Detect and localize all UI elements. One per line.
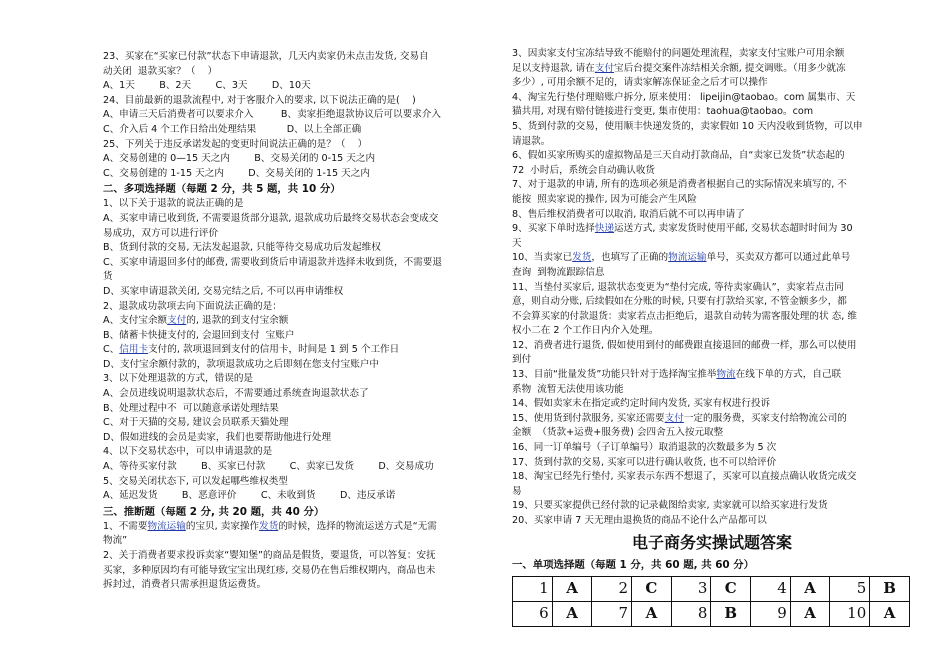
section-heading-judgement: 三、推断题（每题 2 分, 共 20 题，共 40 分）	[103, 505, 325, 518]
option-text: C、	[103, 344, 120, 356]
question-stem: 3、以下处理退款的方式，错误的是	[103, 373, 254, 385]
question-line: 易	[512, 485, 522, 497]
question-number: 9	[751, 601, 791, 626]
hyperlink-fahuo[interactable]: 发货	[259, 520, 279, 532]
question-stem: 24、目前最新的退款流程中, 对于客服介入的要求, 以下说法正确的是( )	[103, 94, 416, 106]
question-line: 买家，多种原因均有可能导致宝宝出现红疹, 交易仍在售后维权期内，商品也未	[103, 564, 436, 576]
judge-question-8: 8、售后维权消费者可以取消, 取消后就不可以再申请了	[512, 208, 745, 220]
question-stem: 1、以下关于退款的说法正确的是	[103, 198, 244, 210]
multi-question-3	[103, 372, 495, 445]
right-column	[512, 47, 912, 627]
judge-question-18	[512, 470, 912, 499]
hyperlink-wuliuyunshu[interactable]: 物流运输	[147, 520, 186, 532]
judge-question-7	[512, 178, 912, 207]
question-option: B、储蓄卡快捷支付的, 会退回到支付 宝账户	[103, 329, 295, 341]
question-option: A、会员进线说明退款状态后，不需要通过系统查询退款状态了	[103, 388, 369, 400]
question-stem: 5、交易关闭状态下, 可以发起哪些维权类型	[103, 475, 288, 487]
question-line: 拆封过，消费者只需承担退货运费货。	[103, 579, 267, 591]
question-options: A、申请三天后消费者可以要求介入 B、卖家拒绝退款协议后可以要求介入	[103, 109, 441, 121]
judge-question-6	[512, 149, 912, 178]
question-line	[512, 368, 912, 383]
question-line: 多少）, 可用余额不足的，请卖家解冻保证金之后才可以操作	[512, 77, 768, 89]
hyperlink-zhifu[interactable]: 支付	[594, 62, 615, 74]
judge-question-15	[512, 412, 912, 441]
answer-letter: A	[870, 601, 910, 626]
question-option: B、处理过程中不 可以随意承诺处理结果	[103, 402, 279, 414]
question-option: D、买家申请退款关闭, 交易完结之后, 不可以再申请维权	[103, 285, 344, 297]
judge-question-9	[512, 222, 912, 251]
multi-question-5	[103, 475, 495, 504]
question-line: 5、货到付款的交易，使用顺丰快递发货的，卖家假如 10 天内没收到货物，可以申	[512, 120, 863, 132]
question-stem: 23、买家在“买家已付款”状态下申请退款，几天内卖家仍未点击发货, 交易自	[103, 51, 429, 62]
question-option	[103, 343, 495, 358]
judge-question-1	[103, 520, 495, 549]
question-line: 不会算买家的付款退货：卖家若点击拒绝后，退款自动转为需客服处理的状 态, 维	[512, 310, 857, 322]
question-line: 72 小时后，系统会自动确认收货	[512, 164, 656, 176]
multi-question-4	[103, 445, 495, 474]
question-options: C、介入后 4 个工作日给出处理结果 D、以上全部正确	[103, 123, 362, 135]
question-stem: 25、下列关于违反承诺发起的变更时间说法正确的是？（ ）	[103, 138, 368, 150]
question-24	[103, 94, 495, 138]
question-line: 18、淘宝已经先行垫付, 买家表示东西不想退了，买家可以直接点确认收货完成交	[512, 471, 857, 483]
answer-letter: C	[632, 576, 672, 601]
question-line	[512, 412, 912, 427]
multi-question-2	[103, 300, 495, 373]
answer-table	[512, 576, 910, 627]
question-text: 单号，买卖双方都可以通过此单号	[706, 252, 851, 264]
question-option: D、支付宝余额付款的，款项退款成功之后即刻在您支付宝账户中	[103, 358, 380, 370]
question-25	[103, 138, 495, 182]
question-stem: 动关闭 退款买家？（ ）	[103, 65, 218, 77]
question-line: 6、假如买家所购买的虚拟物品是三天自动打款商品，自“卖家已发货”状态起的	[512, 150, 845, 162]
judge-question-13	[512, 368, 912, 397]
question-line: 11、当垫付买家后, 退款状态变更为“垫付完成, 等待卖家确认”，卖家若点击同	[512, 281, 844, 293]
judge-question-11	[512, 281, 912, 339]
question-text: 足以支持退款, 请在	[512, 62, 595, 74]
hyperlink-zhifu[interactable]: 支付	[664, 412, 684, 424]
question-number: 2	[592, 576, 632, 601]
question-number: 5	[830, 576, 870, 601]
question-text: 运送方式, 卖家发货时使用平邮, 交易状态超时时间为 30	[614, 223, 853, 235]
answer-letter: B	[870, 576, 910, 601]
judge-question-3	[512, 47, 912, 91]
judge-question-2	[103, 549, 495, 593]
question-line: 请退款。	[512, 135, 551, 147]
question-line: 意，则自动分账, 后续假如在分账的时候, 只要有打款给买家, 不管金额多少，都	[512, 296, 847, 308]
question-text: 9、买家下单时选择	[512, 223, 595, 235]
question-number: 8	[671, 601, 711, 626]
hyperlink-wuliu[interactable]: 物流	[716, 369, 736, 381]
answer-letter: A	[790, 601, 830, 626]
question-line	[512, 62, 912, 77]
question-option: C、买家申请退回多付的邮费, 需要收到货后申请退款并选择未收到货，不需要退	[103, 256, 442, 268]
answer-letter: A	[552, 576, 592, 601]
question-option: 货	[103, 271, 113, 283]
question-number: 6	[513, 601, 553, 626]
judge-question-16: 16、同一订单编号（子订单编号）取消退款的次数最多为 5 次	[512, 442, 777, 454]
question-text: ，也填写了正确的	[591, 252, 669, 264]
question-number: 10	[830, 601, 870, 626]
question-option: A、买家申请已收到货, 不需要退货部分退款, 退款成功后最终交易状态会变成交	[103, 212, 439, 224]
question-line: 3、因卖家支付宝冻结导致不能赔付的问题处理流程，卖家支付宝账户可用余额	[512, 48, 845, 59]
judge-question-12	[512, 339, 912, 368]
question-stem: 4、以下交易状态中，可以申请退款的是	[103, 446, 273, 458]
question-text: 15、使用货到付款服务, 买家还需要	[512, 412, 665, 424]
question-line: 金额 （货款+运费+服务费) 会四舍五入按元取整	[512, 427, 724, 439]
question-line: 2、关于消费者要求投诉卖家“婴知堡”的商品是假货，要退货，可以答复：安抚	[103, 550, 436, 561]
answer-letter: C	[711, 576, 751, 601]
question-line	[103, 520, 495, 535]
question-number: 1	[513, 576, 553, 601]
judge-question-14: 14、假如卖家未在指定或约定时间内发货, 买家有权进行投诉	[512, 398, 771, 410]
question-text: 10、当卖家已	[512, 252, 573, 264]
question-text: 在线下单的方式，自己联	[735, 369, 842, 381]
question-line: 猫共用, 对现有赔付链接进行变更, 集市使用：taohua@taobao。com	[512, 106, 814, 118]
option-text: A、支付宝余额	[103, 315, 168, 327]
question-line: 7、对于退款的申请, 所有的选项必须是消费者根据自己的实际情况来填写的, 不	[512, 179, 847, 191]
section-heading-multiple-choice: 二、多项选择题（每题 2 分，共 5 题，共 10 分）	[103, 183, 341, 196]
question-line: 4、淘宝先行垫付理赔账户拆分, 原来使用： lipeijin@taobao。com 属集市、天	[512, 91, 856, 103]
answer-row	[513, 576, 910, 601]
question-text: 一定的服务费，买家支付给物流公司的	[683, 412, 847, 424]
question-line: 天	[512, 237, 522, 249]
question-options: A、等待买家付款 B、买家已付款 C、卖家已发货 D、交易成功	[103, 461, 434, 473]
multi-question-1	[103, 197, 495, 299]
question-line	[512, 222, 912, 237]
question-text: 宝后台提交案件冻结相关余额, 提交调账。（用多少就冻	[614, 62, 846, 74]
answer-key-title: 电子商务实操试题答案	[631, 532, 792, 552]
judge-question-5	[512, 120, 912, 149]
question-line: 能按 照卖家说的操作, 因为可能会产生风险	[512, 193, 697, 205]
question-line	[512, 251, 912, 266]
answer-letter: A	[632, 601, 672, 626]
judge-question-4	[512, 91, 912, 120]
question-options: C、交易创建的 1-15 天之内 D、交易关闭的 1-15 天之内	[103, 167, 370, 179]
question-text: 13、目前“批量发货”功能只针对于选择淘宝推举	[512, 369, 717, 381]
question-number: 3	[671, 576, 711, 601]
option-text: 的, 退款的到支付宝余额	[186, 315, 289, 327]
hyperlink-zhifu[interactable]: 支付	[167, 315, 187, 327]
question-option: 易成功，双方可以进行评价	[103, 227, 219, 239]
question-option: B、货到付款的交易, 无法发起退款, 只能等待交易成功后发起维权	[103, 242, 381, 254]
question-option: C、对于天猫的交易, 建议会员联系天猫处理	[103, 417, 289, 429]
question-line: 权小二在 2 个工作日内介入处理。	[512, 325, 659, 337]
question-option	[103, 314, 495, 329]
question-line: 到付	[512, 354, 532, 366]
hyperlink-kuaidi[interactable]: 快递	[594, 223, 615, 235]
option-text: 支付的, 款项退回到支付的信用卡，时间是 1 到 5 个工作日	[148, 344, 400, 356]
hyperlink-wuliuyunshu[interactable]: 物流运输	[668, 252, 707, 264]
judge-question-19: 19、只要买家提供已经付款的记录截图给卖家, 卖家就可以给买家进行发货	[512, 500, 828, 512]
question-options: A、1天 B、2天 C、3天 D、10天	[103, 80, 311, 92]
question-line: 物流”	[103, 535, 128, 547]
question-options: A、交易创建的 0—15 天之内 B、交易关闭的 0-15 天之内	[103, 153, 376, 165]
judge-question-20: 20、买家申请 7 天无理由退换货的商品不论什么产品都可以	[512, 515, 767, 526]
question-options: A、延迟发货 B、恶意评价 C、未收到货 D、违反承诺	[103, 490, 396, 502]
question-number: 4	[751, 576, 791, 601]
answer-letter: A	[552, 601, 592, 626]
question-text: 1、不需要	[103, 520, 148, 532]
question-text: 的时候，选择的物流运送方式是“无需	[278, 520, 437, 532]
question-stem: 2、退款成功款项去向下面说法正确的是：	[103, 300, 282, 312]
answer-section-heading: 一、单项选择题（每题 1 分，共 60 题, 共 60 分）	[512, 558, 755, 571]
left-column	[103, 50, 495, 593]
question-line: 查询 到物流跟踪信息	[512, 266, 605, 278]
answer-letter: B	[711, 601, 751, 626]
question-number: 7	[592, 601, 632, 626]
judge-question-10	[512, 251, 912, 280]
question-line: 系物 流暂无法使用该功能	[512, 383, 624, 395]
question-text: 的宝贝, 卖家操作	[185, 520, 260, 532]
question-option: D、假如进线的会员是卖家，我们也要帮助他进行处理	[103, 431, 332, 443]
answer-row	[513, 601, 910, 626]
hyperlink-fahuo[interactable]: 发货	[572, 252, 592, 264]
question-23	[103, 50, 495, 94]
question-line: 12、消费者进行退货, 假如使用到付的邮费跟直接退回的邮费一样，那么可以使用	[512, 339, 857, 351]
answer-letter: A	[790, 576, 830, 601]
hyperlink-xinyongka[interactable]: 信用卡	[119, 344, 149, 356]
judge-question-17: 17、货到付款的交易, 买家可以进行确认收货, 也不可以给评价	[512, 456, 777, 468]
